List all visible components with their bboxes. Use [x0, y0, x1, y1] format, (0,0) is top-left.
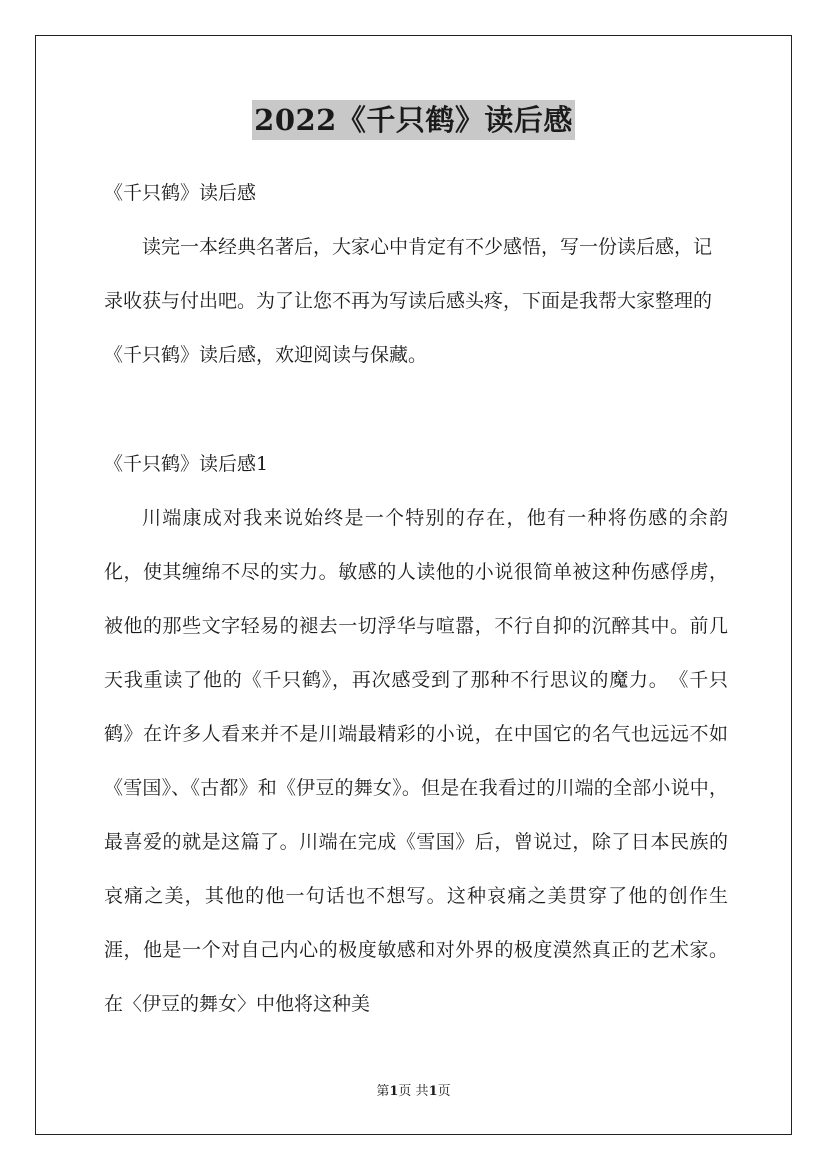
intro-paragraph: 读完一本经典名著后，大家心中肯定有不少感悟，写一份读后感，记录收获与付出吧。为了让您不再为写读后感头疼，下面是我帮大家整理的《千只鹤》读后感，欢迎阅读与保藏。	[104, 236, 713, 366]
footer-total-pages: 1	[428, 1084, 438, 1099]
subheading: 《千只鹤》读后感	[104, 182, 257, 204]
document-title: 2022《千只鹤》读后感	[252, 100, 575, 140]
page-footer	[0, 1083, 827, 1101]
section-heading: 《千只鹤》读后感1	[104, 453, 269, 475]
footer-current-page: 1	[389, 1084, 399, 1099]
footer-mid: 页 共	[398, 1084, 429, 1099]
footer-prefix: 第	[376, 1084, 390, 1099]
title-container	[0, 100, 827, 140]
footer-suffix: 页	[437, 1084, 451, 1099]
section-body-paragraph: 川端康成对我来说始终是一个特别的存在，他有一种将伤感的余韵化，使其缠绵不尽的实力。敏感的人读他的小说很简单被这种伤感俘虏，被他的那些文字轻易的褪去一切浮华与喧嚣，不行自抑的沉醉其中。前几天我重读了他的《千只鹤》，再次感受到了那种不行思议的魔力。 《千只鹤》在许多人看来并不是川端最精彩的小说，在中国它的名气也远远不如《雪国》、《古都》和《伊豆的舞女》。但是在我看过的川端的全部小说中，最喜爱的就是这篇了。川端在完成《雪国》后，曾说过，除了日本民族的哀痛之美，其他的他一句话也不想写。这种哀痛之美贯穿了他的创作生涯，他是一个对自己内心的极度敏感和对外界的极度漠然真正的艺术家。在〈伊豆的舞女〉中他将这种美	[104, 507, 728, 1015]
